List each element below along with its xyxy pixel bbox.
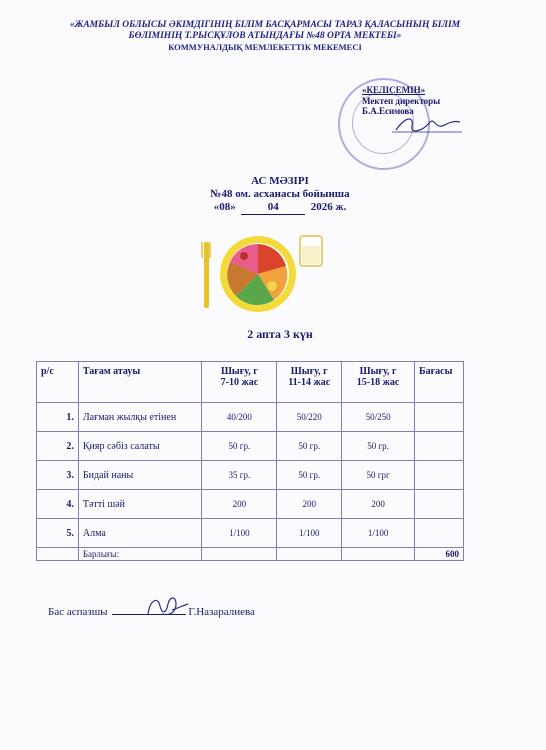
total-empty-cell — [37, 548, 79, 561]
director-signature — [392, 112, 464, 138]
yield-11-14: 200 — [277, 490, 342, 519]
yield-11-14: 1/100 — [277, 519, 342, 548]
total-empty-cell — [277, 548, 342, 561]
yield-7-10: 50 гр. — [202, 432, 277, 461]
header-line-3: КОММУНАЛДЫҚ МЕМЛЕКЕТТІК МЕКЕМЕСІ — [168, 42, 362, 52]
col-header-age2-yield: Шығу, г — [290, 366, 328, 377]
col-header-age2-range: 11-14 жас — [288, 377, 331, 388]
total-empty-cell — [202, 548, 277, 561]
col-header-age1-yield: Шығу, г — [220, 366, 258, 377]
menu-date — [140, 201, 420, 215]
head-cook-label: Бас аспазшы — [48, 606, 108, 618]
menu-date-day: «08» — [213, 201, 236, 213]
col-header-price: Бағасы — [414, 362, 463, 403]
yield-15-18: 1/100 — [342, 519, 415, 548]
dish-name: Қияр сәбіз салаты — [78, 432, 202, 461]
head-cook-name: Г.Назаралиева — [188, 606, 255, 618]
col-header-age3 — [342, 362, 415, 403]
yield-11-14: 50 гр. — [277, 461, 342, 490]
dish-name: Алма — [78, 519, 202, 548]
yield-7-10: 40/200 — [202, 403, 277, 432]
dish-name: Лағман жылқы етінен — [78, 403, 202, 432]
col-header-name: Тағам атауы — [78, 362, 202, 403]
yield-11-14: 50/220 — [277, 403, 342, 432]
yield-7-10: 1/100 — [202, 519, 277, 548]
price-cell — [414, 490, 463, 519]
price-cell — [414, 403, 463, 432]
price-cell — [414, 432, 463, 461]
col-header-age2 — [277, 362, 342, 403]
header-line-1: «ЖАМБЫЛ ОБЛЫСЫ ӘКІМДІГІНІҢ БІЛІМ БАСҚАРМАСЫ ТАРАЗ ҚАЛАСЫНЫҢ БІЛІМ — [69, 20, 461, 30]
total-empty-cell — [342, 548, 415, 561]
table-row — [37, 490, 464, 519]
col-header-age1 — [202, 362, 277, 403]
table-row — [37, 432, 464, 461]
header-line-2: БӨЛІМІНІҢ Т.РЫСҚҰЛОВ АТЫНДАҒЫ №48 ОРТА МЕКТЕБІ» — [128, 31, 402, 41]
school-header — [30, 20, 500, 53]
food-plate-illustration — [200, 228, 330, 316]
row-number: 4. — [37, 490, 79, 519]
week-day-subtitle: 2 апта 3 күн — [247, 327, 313, 341]
approval-position: Мектеп директоры — [362, 95, 441, 106]
yield-15-18: 50 грг — [342, 461, 415, 490]
table-row — [37, 519, 464, 548]
total-label: Барлығы: — [78, 548, 202, 561]
table-header-row — [37, 362, 464, 403]
col-header-age3-yield: Шығу, г — [359, 366, 397, 377]
menu-title-line-2: №48 ом. асханасы бойынша — [210, 188, 350, 200]
menu-title-line-1: АС МӘЗІРІ — [251, 175, 309, 187]
total-row — [37, 548, 464, 561]
col-header-no: р/с — [37, 362, 79, 403]
yield-7-10: 35 гр. — [202, 461, 277, 490]
col-header-age3-range: 15-18 жас — [356, 377, 400, 388]
yield-11-14: 50 гр. — [277, 432, 342, 461]
col-header-age1-range: 7-10 жас — [220, 377, 259, 388]
row-number: 1. — [37, 403, 79, 432]
menu-date-month: 04 — [241, 201, 305, 215]
menu-table — [36, 361, 464, 561]
menu-date-year: 2026 ж. — [310, 201, 347, 213]
table-row — [37, 403, 464, 432]
row-number: 5. — [37, 519, 79, 548]
yield-15-18: 50/250 — [342, 403, 415, 432]
yield-15-18: 50 гр. — [342, 432, 415, 461]
dish-name: Бидай наны — [78, 461, 202, 490]
yield-15-18: 200 — [342, 490, 415, 519]
table-row — [37, 461, 464, 490]
total-value: 600 — [414, 548, 463, 561]
menu-title — [140, 175, 420, 215]
row-number: 2. — [37, 432, 79, 461]
row-number: 3. — [37, 461, 79, 490]
approval-name: Б.А.Есимова — [362, 106, 414, 116]
head-cook-signature — [142, 592, 190, 620]
approval-title: «КЕЛІСЕМІН» — [362, 85, 426, 95]
price-cell — [414, 461, 463, 490]
dish-name: Тәтті шәй — [78, 490, 202, 519]
price-cell — [414, 519, 463, 548]
yield-7-10: 200 — [202, 490, 277, 519]
